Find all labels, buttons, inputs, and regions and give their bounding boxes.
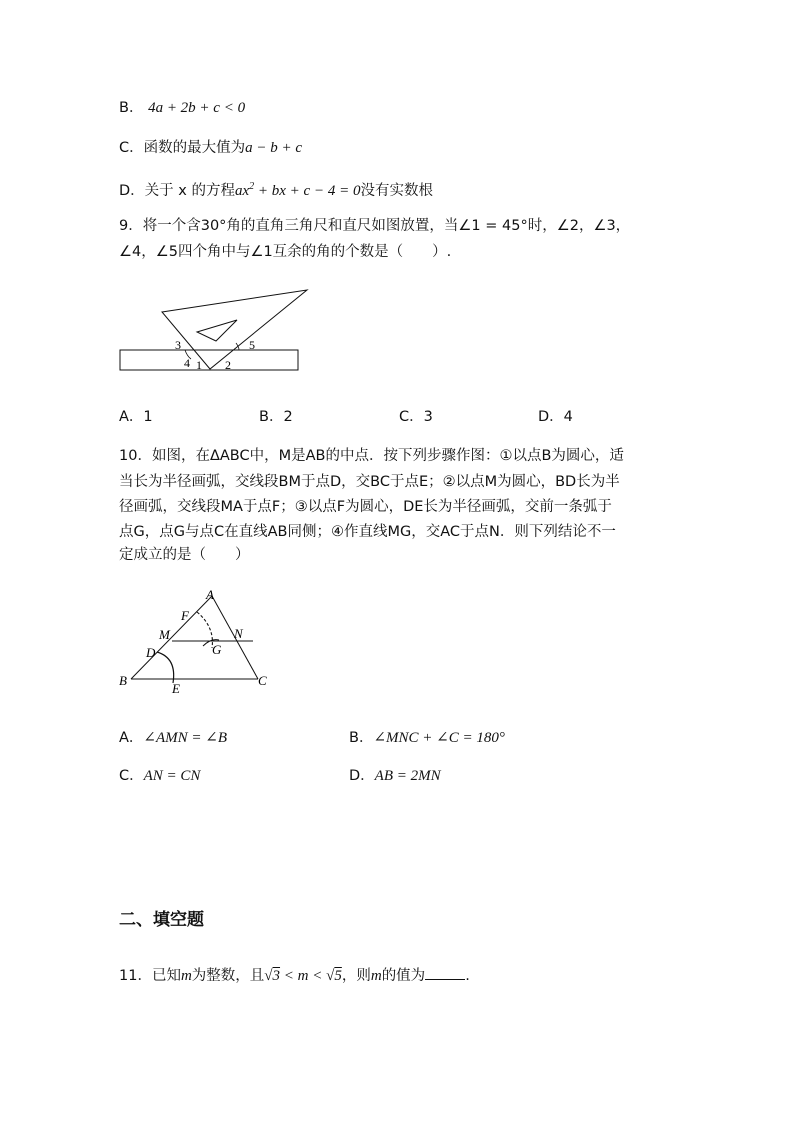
math-expression: a − b + c	[245, 140, 303, 156]
option-label: D．	[119, 183, 145, 199]
option-text: 函数的最大值为	[143, 140, 246, 156]
option-label: C．	[119, 768, 144, 784]
option-value: 2	[283, 409, 293, 425]
ruler	[120, 350, 298, 370]
q9-option-b	[259, 407, 293, 427]
option-label: C．	[399, 409, 424, 425]
figure-label-1: 1	[196, 358, 202, 372]
stem-text: .	[465, 968, 470, 984]
stem-text: 的值为	[381, 968, 426, 984]
stem-text: ，则	[341, 968, 371, 984]
q9-figure	[115, 285, 315, 377]
q11-stem	[119, 965, 470, 986]
q10-option-a	[119, 728, 227, 748]
math-var: m	[370, 968, 382, 984]
option-label: D．	[349, 768, 375, 784]
math-expression: 4a + 2b + c < 0	[148, 100, 246, 116]
option-label: D．	[538, 409, 564, 425]
math-expression	[235, 183, 360, 199]
option-text: 关于 x 的方程	[144, 183, 235, 199]
figure-label-b: B	[119, 673, 127, 688]
math-expression: ∠AMN = ∠B	[143, 730, 228, 746]
option-label: C．	[119, 140, 144, 156]
figure-label-3: 3	[175, 338, 181, 352]
q9-option-a	[119, 407, 153, 427]
option-label: B．	[349, 730, 374, 746]
q10-stem-line5: 定成立的是（ ）	[119, 547, 250, 563]
q10-stem-line1: 10．如图，在ΔABC中，M是AB的中点．按下列步骤作图：①以点B为圆心，适	[119, 448, 624, 464]
option-text: 没有实数根	[360, 183, 433, 199]
q10-stem-line4: 点G，点G与点C在直线AB同侧；④作直线MG，交AC于点N．则下列结论不一	[119, 524, 616, 540]
answer-blank[interactable]	[425, 965, 465, 980]
figure-label-g: G	[212, 642, 222, 657]
option-value: 1	[143, 409, 153, 425]
q9-stem-line1: 9．将一个含30°角的直角三角尺和直尺如图放置，当∠1 = 45°时，∠2，∠3，	[119, 218, 631, 234]
q8-option-c	[119, 138, 302, 158]
radicand: 5	[334, 968, 342, 984]
expr-part: ax	[234, 183, 250, 199]
option-label: A．	[119, 730, 144, 746]
figure-label-4: 4	[184, 356, 190, 370]
arc-fg	[197, 612, 212, 648]
q10-option-c	[119, 766, 200, 786]
stem-text: 11．已知	[119, 968, 181, 984]
arc-de	[157, 652, 174, 683]
q10-option-b	[349, 728, 505, 748]
math-expression: AN = CN	[143, 768, 201, 784]
math-inequality: √3 < m < √5	[264, 968, 342, 984]
set-square-hole	[197, 320, 237, 341]
q9-option-c	[399, 407, 433, 427]
figure-label-e: E	[172, 681, 180, 696]
q10-stem-line2: 当长为半径画弧，交线段BM于点D，交BC于点E；②以点M为圆心，BD长为半	[119, 474, 620, 490]
figure-label-a: A	[206, 587, 214, 602]
math-var: m	[180, 968, 192, 984]
q10-option-d	[349, 766, 441, 786]
q9-stem-line2: ∠4，∠5四个角中与∠1互余的角的个数是（ ）.	[119, 244, 452, 260]
q9-option-d	[538, 407, 573, 427]
figure-label-5: 5	[249, 338, 255, 352]
q8-option-d	[119, 177, 433, 201]
option-value: 4	[563, 409, 573, 425]
figure-label-m: M	[159, 627, 170, 642]
figure-label-f: F	[181, 608, 189, 623]
q8-option-b	[119, 98, 245, 118]
exponent: 2	[249, 181, 255, 192]
figure-label-2: 2	[225, 358, 231, 372]
option-label: B．	[119, 100, 144, 116]
option-value: 3	[423, 409, 433, 425]
section-title: 二、填空题	[119, 910, 204, 930]
expr-part: + bx + c − 4 = 0	[254, 183, 361, 199]
option-label: A．	[119, 409, 144, 425]
inequality-sign: < m <	[280, 968, 327, 984]
figure-label-n: N	[234, 626, 243, 641]
q10-stem-line3: 径画弧，交线段MA于点F；③以点F为圆心，DE长为半径画弧，交前一条弧于	[119, 499, 612, 515]
math-expression: AB = 2MN	[374, 768, 441, 784]
math-expression: ∠MNC + ∠C = 180°	[373, 730, 505, 746]
option-label: B．	[259, 409, 284, 425]
radicand: 3	[272, 968, 281, 984]
q10-figure	[115, 582, 275, 697]
figure-label-d: D	[146, 645, 156, 660]
figure-label-c: C	[258, 673, 267, 688]
stem-text: 为整数，且	[191, 968, 265, 984]
side-ba	[131, 596, 212, 679]
